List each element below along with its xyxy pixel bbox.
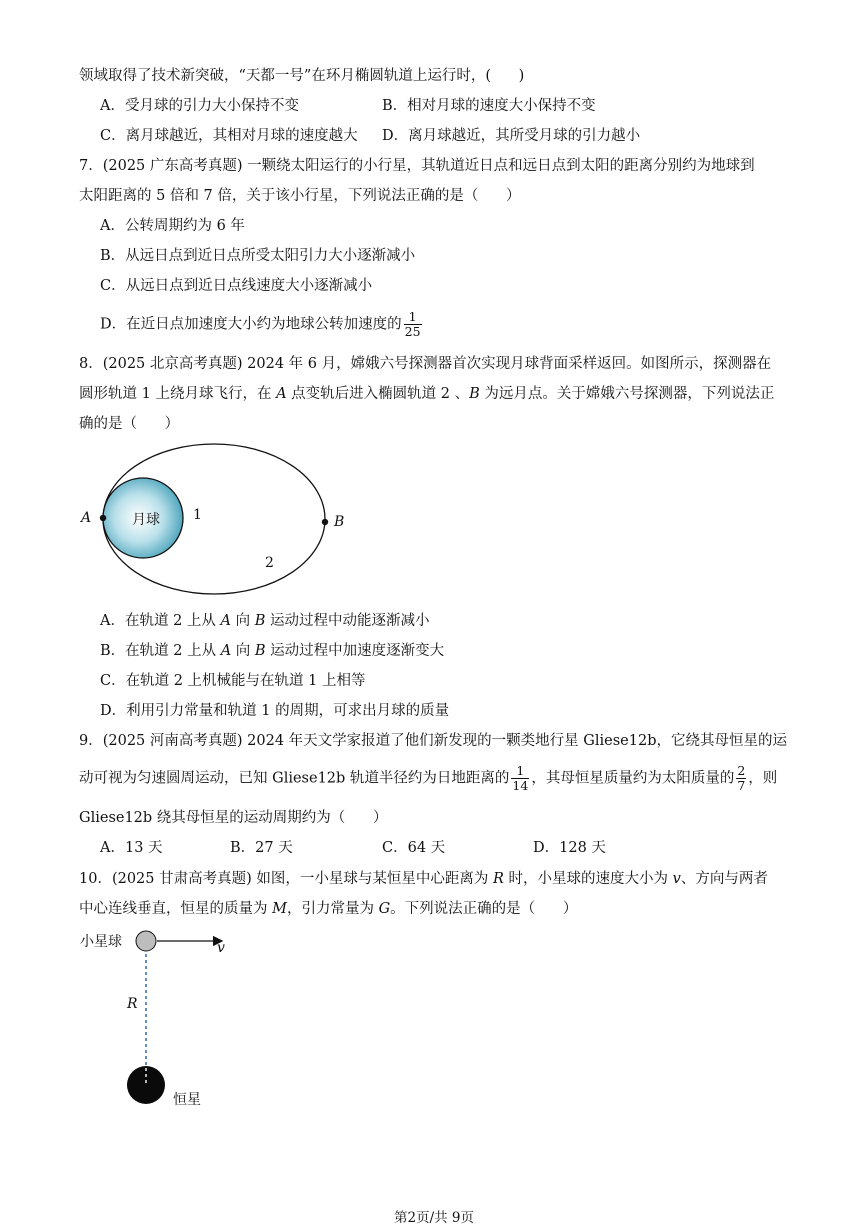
- q6-option-b: B．相对月球的速度大小保持不变: [382, 98, 596, 114]
- point-a-dot: [100, 515, 106, 521]
- q6-option-c: C．离月球越近，其相对月球的速度越大: [100, 128, 358, 144]
- fraction-numerator: 2: [737, 763, 746, 778]
- point-b-label: B: [469, 386, 480, 402]
- q8-option-c: C．在轨道 2 上机械能与在轨道 1 上相等: [100, 673, 366, 689]
- fraction-2-7: [736, 764, 746, 793]
- text-segment: 点变轨后进入椭圆轨道 2 、: [286, 386, 470, 402]
- text-segment: 动可视为匀速圆周运动，已知 Gliese12b 轨道半径约为日地距离的: [79, 770, 510, 787]
- q8-option-b: [100, 641, 444, 661]
- text-segment: ，其母恒星质量约为太阳质量的: [531, 770, 735, 787]
- text-segment: 为远月点。关于嫦娥六号探测器，下列说法正: [479, 386, 775, 402]
- text-segment: 向: [231, 613, 255, 629]
- point-b-label: B: [254, 613, 266, 629]
- star-label: 恒星: [173, 1092, 201, 1108]
- point-b-label: B: [334, 514, 345, 530]
- variable-m: M: [272, 901, 287, 917]
- q10-stem-line1: [79, 869, 768, 889]
- moon-orbit-figure: [70, 440, 360, 605]
- q8-stem-line2: [79, 384, 774, 404]
- q9-option-d: D．128 天: [533, 840, 606, 856]
- q6-option-d: D．离月球越近，其所受月球的引力越小: [382, 128, 641, 144]
- text-segment: 向: [231, 643, 255, 659]
- point-a-label: A: [81, 510, 92, 526]
- q7-option-d-text: D．在近日点加速度大小约为地球公转加速度的: [100, 316, 402, 333]
- q8-stem-line1: 8．(2025 北京高考真题) 2024 年 6 月，嫦娥六号探测器首次实现月球背面采样返回。如图所示，探测器在: [79, 356, 772, 372]
- q10-stem-line2: [79, 899, 577, 919]
- q9-option-a: A．13 天: [100, 840, 163, 856]
- text-segment: B．在轨道 2 上从: [100, 643, 221, 659]
- text-segment: ，引力常量为: [286, 901, 379, 917]
- q8-option-d: D．利用引力常量和轨道 1 的周期，可求出月球的质量: [100, 703, 450, 719]
- q7-option-c: C．从远日点到近日点线速度大小逐渐减小: [100, 278, 373, 294]
- velocity-label: v: [217, 940, 225, 956]
- q7-option-a: A．公转周期约为 6 年: [100, 218, 245, 234]
- text-segment: 运动过程中加速度逐渐变大: [265, 643, 445, 659]
- text-segment: A．在轨道 2 上从: [100, 613, 221, 629]
- q9-stem-line2: [79, 764, 777, 793]
- point-b-dot: [322, 519, 328, 525]
- q7-option-d: [100, 310, 424, 339]
- planet-label: 小星球: [80, 934, 122, 950]
- text-segment: 。下列说法正确的是（ ）: [390, 901, 578, 917]
- fraction-denominator: 25: [404, 324, 421, 339]
- fraction-denominator: 7: [737, 778, 746, 793]
- q9-option-b: B．27 天: [230, 840, 293, 856]
- point-b-label: B: [254, 643, 266, 659]
- moon-label: 月球: [132, 512, 160, 528]
- q8-option-a: [100, 611, 430, 631]
- text-segment: 中心连线垂直，恒星的质量为: [79, 901, 273, 917]
- q6-option-a: A．受月球的引力大小保持不变: [100, 98, 299, 114]
- intro-line: 领域取得了技术新突破，“天都一号”在环月椭圆轨道上运行时，( ): [79, 68, 525, 84]
- point-a-label: A: [220, 613, 232, 629]
- page-footer: 第2页/共 9页: [393, 1210, 475, 1226]
- text-segment: 圆形轨道 1 上绕月球飞行，在: [79, 386, 277, 402]
- point-a-label: A: [276, 386, 287, 402]
- fraction-numerator: 1: [408, 309, 417, 324]
- q7-stem-line2: 太阳距离的 5 倍和 7 倍，关于该小行星，下列说法正确的是（ ）: [79, 188, 521, 204]
- text-segment: ，则: [748, 770, 778, 787]
- variable-r: R: [493, 871, 504, 887]
- fraction-denominator: 14: [512, 778, 529, 793]
- orbit-2-label: 2: [265, 555, 274, 571]
- fraction-1-14: [511, 764, 529, 793]
- radius-label: R: [127, 996, 138, 1012]
- text-segment: 10．(2025 甘肃高考真题) 如图，一小星球与某恒星中心距离为: [79, 871, 493, 887]
- q8-stem-line3: 确的是（ ）: [79, 416, 180, 432]
- star-planet-figure: [70, 922, 270, 1117]
- orbit-1-label: 1: [193, 507, 202, 523]
- q9-stem-line3: Gliese12b 绕其母恒星的运动周期约为（ ）: [79, 810, 388, 826]
- variable-g: G: [378, 901, 391, 917]
- point-a-label: A: [220, 643, 232, 659]
- text-segment: 时，小星球的速度大小为: [503, 871, 673, 887]
- text-segment: 运动过程中动能逐渐减小: [265, 613, 430, 629]
- planet-circle: [136, 931, 156, 951]
- variable-v: v: [672, 871, 681, 887]
- text-segment: 、方向与两者: [680, 871, 768, 887]
- fraction-1-25: [404, 310, 422, 339]
- q9-option-c: C．64 天: [382, 840, 446, 856]
- q9-stem-line1: 9．(2025 河南高考真题) 2024 年天文学家报道了他们新发现的一颗类地行星 Gliese12b，它绕其母恒星的运: [79, 733, 787, 749]
- q7-stem-line1: 7．(2025 广东高考真题) 一颗绕太阳运行的小行星，其轨道近日点和远日点到太阳的距离分别约为地球到: [79, 158, 755, 174]
- fraction-numerator: 1: [516, 763, 525, 778]
- q7-option-b: B．从远日点到近日点所受太阳引力大小逐渐减小: [100, 248, 416, 264]
